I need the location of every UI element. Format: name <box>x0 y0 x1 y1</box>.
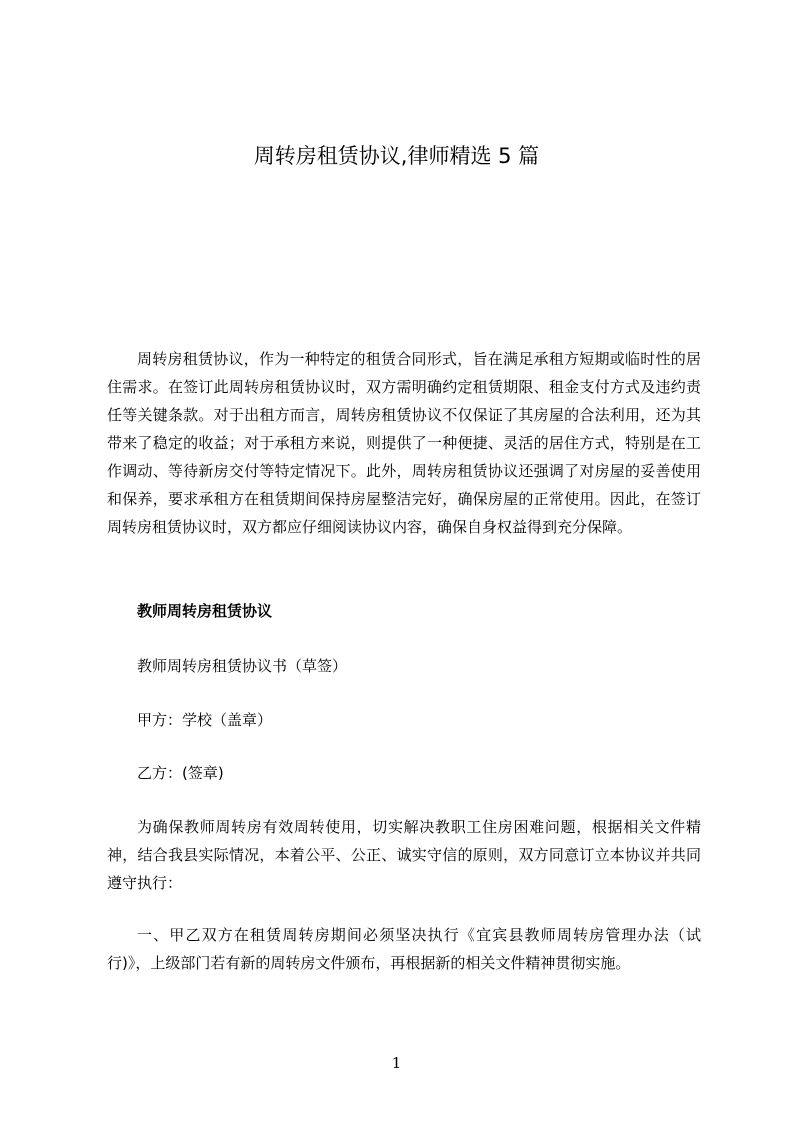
party-b-line: 乙方：(签章) <box>137 764 224 782</box>
clause-1-paragraph: 一、甲乙双方在租赁周转房期间必须坚决执行《宜宾县教师周转房管理办法（试行)》，上级部门若有新的周转房文件颁布，再根据新的相关文件精神贯彻实施。 <box>107 926 701 972</box>
document-title: 周转房租赁协议,律师精选 5 篇 <box>253 144 540 168</box>
page-number: 1 <box>391 1054 402 1072</box>
agreement-subtitle: 教师周转房租赁协议书（草签） <box>137 657 348 675</box>
section-heading: 教师周转房租赁协议 <box>137 602 273 620</box>
intro-paragraph: 周转房租赁协议，作为一种特定的租赁合同形式，旨在满足承租方短期或临时性的居住需求。在签订此周转房租赁协议时，双方需明确约定租赁期限、租金支付方式及违约责任等关键条款。对于出租方而言，周转房租赁协议不仅保证了其房屋的合法利用，还为其带来了稳定的收益；对于承租方来说，则提供了一种便捷、灵活的居住方式，特别是在工作调动、等待新房交付等特定情况下。此外，周转房租赁协议还强调了对房屋的妥善使用和保养，要求承租方在租赁期间保持房屋整洁完好，确保房屋的正常使用。因此，在签订周转房租赁协议时，双方都应仔细阅读协议内容，确保自身权益得到充分保障。 <box>107 350 701 536</box>
party-a-line: 甲方：学校（盖章） <box>137 711 273 729</box>
purpose-paragraph: 为确保教师周转房有效周转使用，切实解决教职工住房困难问题，根据相关文件精神，结合我县实际情况，本着公平、公正、诚实守信的原则，双方同意订立本协议并共同遵守执行： <box>107 818 701 892</box>
